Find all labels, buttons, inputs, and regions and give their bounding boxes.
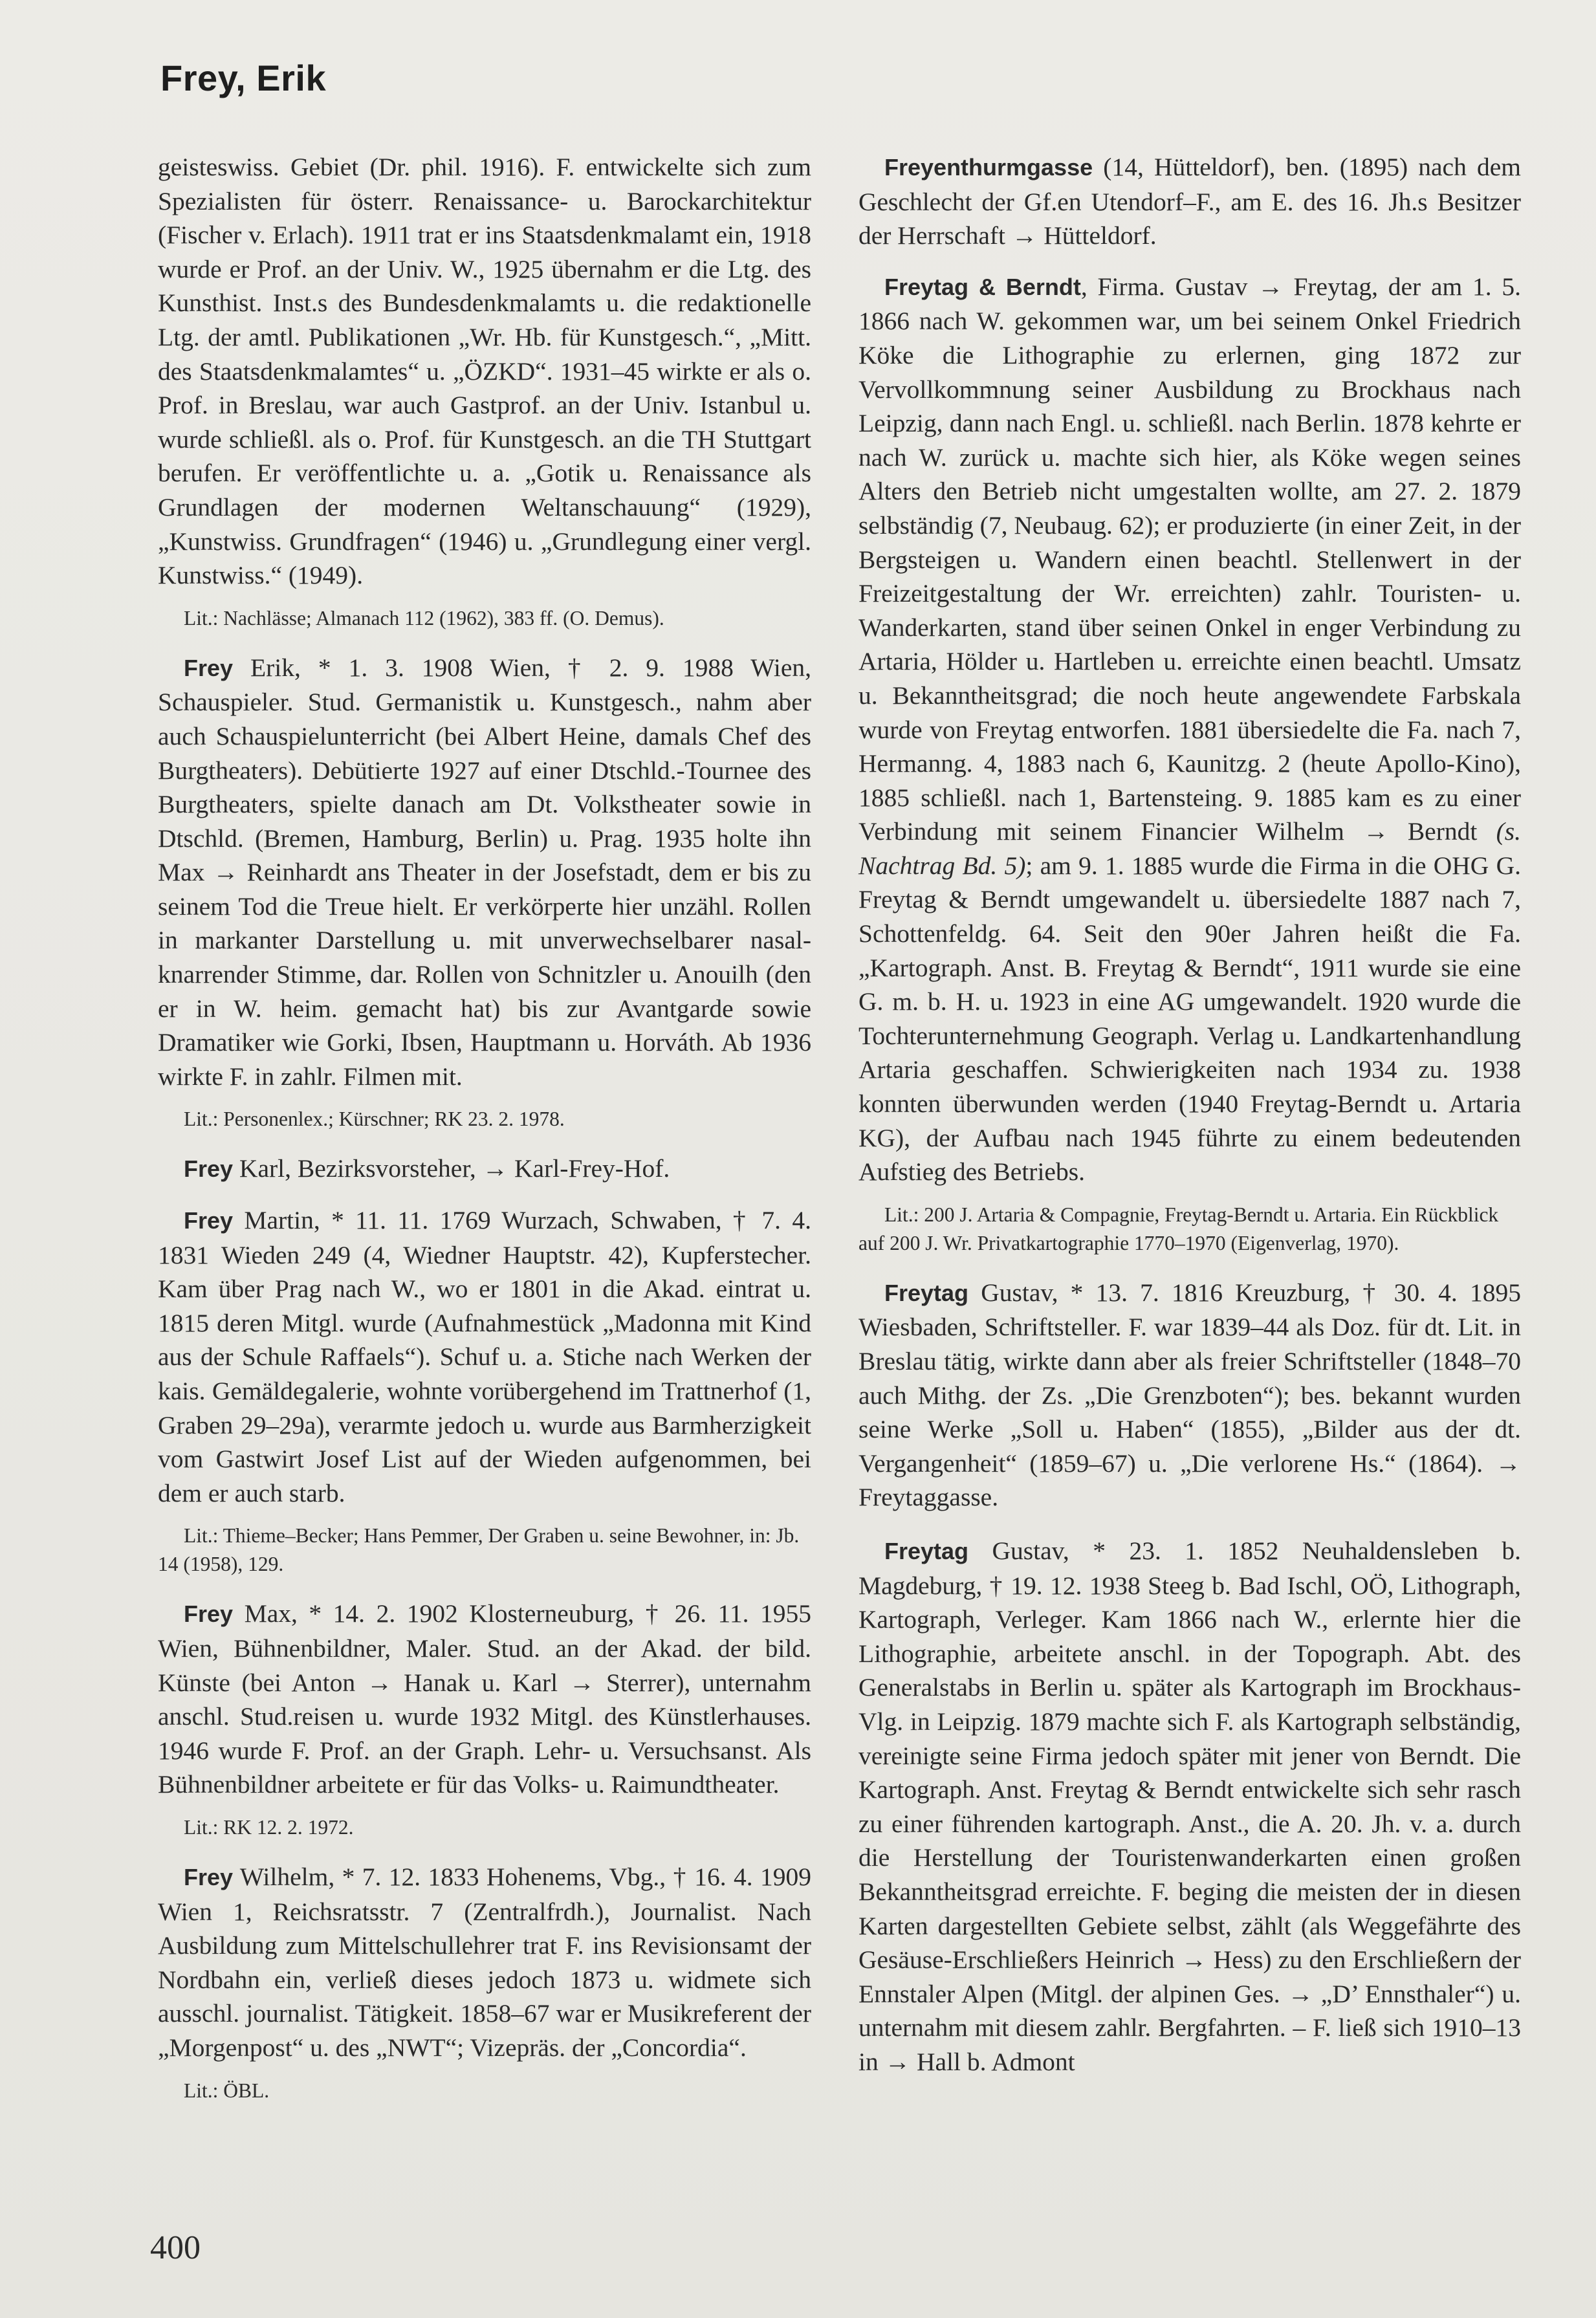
lemma: Frey [184, 1207, 234, 1234]
literature-note: Lit.: Personenlex.; Kürschner; RK 23. 2. 1978. [184, 1108, 565, 1131]
entry-text: Karl, Bezirksvorsteher, → Karl-Frey-Hof. [233, 1154, 670, 1183]
running-head: Frey, Erik [160, 58, 327, 98]
right-column [858, 150, 1521, 2090]
entry-text: Martin, * 11. 11. 1769 Wurzach, Schwaben, † 7. 4. 1831 Wieden 249 (4, Wiedner Hauptstr. 42), Kupferstecher. Kam über Prag nach W., wo er 1801 in die Akad. eintrat u. 1815 deren Mitgl. wurde (Aufnahmestück „Madonna mit Kind aus der Schule Raffaels“). Schuf u. a. Stiche nach Werken der kais. Gemäldegalerie, wohnte vorübergehend im Trattnerhof (1, Graben 29–29a), verarmte jedoch u. wurde aus Barmherzigkeit vom Gastwirt Josef List auf der Wieden aufgenommen, bei dem er auch starb. [158, 1206, 811, 1507]
entry-continuation [158, 150, 811, 593]
lemma: Freytag [884, 1279, 969, 1306]
entry-text: , Firma. Gustav → Freytag, der am 1. 5. 1866 nach W. gekommen war, um bei seinem Onkel Friedrich Köke die Lithographie zu erlernen, ging 1872 zur Vervollkommnung seiner Ausbildung zu Brockhaus nach Leipzig, dann nach Engl. u. schließl. nach Berlin. 1878 kehrte er nach W. zurück u. machte sich hier, als Köke wegen seines Alters den Betrieb nicht umgestalten wollte, am 27. 2. 1879 selbständig (7, Neubaug. 62); er produzierte (in einer Zeit, in der Bergsteigen u. Wandern einen beachtl. Stellenwert in der Freizeitgestaltung der Wr. erreichten) zahlr. Touristen- u. Wanderkarten, stand über seinen Onkel in enger Verbindung zu Artaria, Hölder u. Hartleben u. erreichte einen beachtl. Umsatz u. Bekanntheitsgrad; die noch heute angewendete Farbskala wurde von Freytag entworfen. 1881 übersiedelte die Fa. nach 7, Hermanng. 4, 1883 nach 6, Kaunitzg. 2 (heute Apollo-Kino), 1885 schließl. nach 1, Bartensteing. 9. 1885 kam es zu einer Verbindung mit seinem Financier Wilhelm → Berndt [858, 272, 1522, 846]
entry-frey-erik [158, 651, 811, 1094]
literature-note: Lit.: 200 J. Artaria & Compagnie, Freytag-Berndt u. Artaria. Ein Rückblick auf 200 J. Wr. Privatkartographie 1770–1970 (Eigenverlag, 1970). [858, 1203, 1499, 1254]
entry-frey-wilhelm [158, 1860, 811, 2065]
cross-reference: (s. Nachtrag Bd. 5) [858, 817, 1521, 880]
entry-text: Wilhelm, * 7. 12. 1833 Hohenems, Vbg., † 16. 4. 1909 Wien 1, Reichsratsstr. 7 (Zentralfrdh.), Journalist. Nach Ausbildung zum Mittelschullehrer trat F. ins Revisionsamt der Nordbahn ein, verließ dieses jedoch 1873 u. widmete sich ausschl. journalist. Tätigkeit. 1858–67 war er Musikreferent der „Morgenpost“ u. des „NWT“; Vizepräs. der „Concordia“. [158, 1862, 811, 2062]
entry-text: Gustav, * 23. 1. 1852 Neuhaldensleben b. Magdeburg, † 19. 12. 1938 Steeg b. Bad Ischl, OÖ, Lithograph, Kartograph, Verleger. Kam 1866 nach W., erlernte hier die Lithographie, arbeitete anschl. in der Topograph. Abt. des Generalstabs in Berlin u. später als Kartograph im Brockhaus-Vlg. in Leipzig. 1879 machte sich F. als Kartograph selbständig, vereinigte seine Firma jedoch später mit jener von Berndt. Die Kartograph. Anst. Freytag & Berndt entwickelte sich sehr rasch zu einer führenden kartograph. Anst., die A. 20. Jh. v. a. durch die Herstellung der Touristenwanderkarten einen großen Bekanntheitsgrad erreichte. F. beging die meisten der in diesen Karten dargestellten Gebiete selbst, zählt (als Weggefährte des Gesäuse-Erschließers Heinrich → Hess) zu den Erschließern der Ennstaler Alpen (Mitgl. der alpinen Ges. → „D’ Ennsthaler“) u. unternahm mit diesem zahlr. Bergfahrten. – F. ließ sich 1910–13 in → Hall b. Admont [858, 1536, 1521, 2076]
entry-text: (14, Hütteldorf), ben. (1895) nach dem Geschlecht der Gf.en Utendorf–F., am E. des 16. Jh.s Besitzer der Herrschaft → Hütteldorf. [858, 153, 1521, 250]
lemma: Frey [184, 1155, 234, 1183]
lemma: Frey [184, 1863, 234, 1890]
page-number: 400 [150, 2229, 201, 2266]
left-column [158, 150, 811, 2123]
literature-note: Lit.: ÖBL. [184, 2079, 270, 2102]
lemma: Freyenthurmgasse [884, 154, 1093, 180]
lemma: Frey [184, 654, 234, 681]
entry-freytag-gustav-1816 [858, 1276, 1521, 1514]
entry-text: Gustav, * 13. 7. 1816 Kreuzburg, † 30. 4. 1895 Wiesbaden, Schriftsteller. F. war 1839–44 als Doz. für dt. Lit. in Breslau tätig, wirkte dann aber als freier Schriftsteller (1848–70 auch Mithg. der Zs. „Die Grenzboten“); bes. bekannt wurden seine Werke „Soll u. Haben“ (1855), „Bilder aus der dt. Vergangenheit“ (1859–67) u. „Die verlorene Hs.“ (1864). → Freytaggasse. [858, 1278, 1521, 1512]
literature-note: Lit.: Thieme–Becker; Hans Pemmer, Der Graben u. seine Bewohner, in: Jb. 14 (1958), 129. [158, 1524, 800, 1576]
literature-note: Lit.: Nachlässe; Almanach 112 (1962), 383 ff. (O. Demus). [184, 606, 664, 629]
entry-freytag-gustav-1852 [858, 1534, 1521, 2079]
entry-freytag-berndt [858, 270, 1521, 1189]
lemma: Frey [184, 1601, 234, 1628]
entry-text: Erik, * 1. 3. 1908 Wien, † 2. 9. 1988 Wien, Schauspieler. Stud. Germanistik u. Kunstgesch., nahm aber auch Schauspielunterricht (bei Albert Heine, damals Chef des Burgtheaters). Debütierte 1927 auf einer Dtschld.-Tournee des Burgtheaters, spielte danach am Dt. Volkstheater sowie in Dtschld. (Bremen, Hamburg, Berlin) u. Prag. 1935 holte ihn Max → Reinhardt ans Theater in der Josefstadt, dem er bis zu seinem Tod die Treue hielt. Er verkörperte hier unzähl. Rollen in markanter Darstellung u. mit unverwechselbarer nasal-knarrender Stimme, dar. Rollen von Schnitzler u. Anouilh (den er in W. heim. gemacht hat) bis zur Avantgarde sowie Dramatiker wie Gorki, Ibsen, Hauptmann u. Horváth. Ab 1936 wirkte F. in zahlr. Filmen mit. [158, 653, 811, 1091]
lemma: Freytag [884, 1537, 969, 1564]
lemma: Freytag & Berndt [884, 273, 1081, 300]
entry-text: geisteswiss. Gebiet (Dr. phil. 1916). F. entwickelte sich zum Spezialisten für österr. Renaissance- u. Barockarchitektur (Fischer v. Erlach). 1911 trat er ins Staatsdenkmalamt ein, 1918 wurde er Prof. an der Univ. W., 1925 übernahm er die Ltg. des Kunsthist. Inst.s des Bundesdenkmalamts u. die redaktionelle Ltg. der amtl. Publikationen „Wr. Hb. für Kunstgesch.“, „Mitt. des Staatsdenkmalamtes“ u. „ÖZKD“. 1931–45 wirkte er als o. Prof. in Breslau, war auch Gastprof. an der Univ. Istanbul u. wurde schließl. als o. Prof. für Kunstgesch. an die TH Stuttgart berufen. Er veröffentlichte u. a. „Gotik u. Renaissance als Grundlagen der modernen Weltanschauung“ (1929), „Kunstwiss. Grundfragen“ (1946) u. „Grundlegung einer vergl. Kunstwiss.“ (1949). [158, 153, 811, 590]
entry-frey-martin [158, 1203, 811, 1510]
entry-freyenthurmgasse [858, 150, 1521, 253]
entry-frey-max [158, 1597, 811, 1802]
entry-text: ; am 9. 1. 1885 wurde die Firma in die OHG G. Freytag & Berndt umgewandelt u. übersiedelte 1887 nach 7, Schottenfeldg. 64. Seit den 90er Jahren heißt die Fa. „Kartograph. Anst. B. Freytag & Berndt“, 1911 wurde sie eine G. m. b. H. u. 1923 in eine AG umgewandelt. 1920 wurde die Tochterunternehmung Geograph. Verlag u. Landkartenhandlung Artaria geschaffen. Schwierigkeiten nach 1934 zu. 1938 konnten überwunden werden (1940 Freytag-Berndt u. Artaria KG), der Aufbau nach 1945 führte zu einem bedeutenden Aufstieg des Betriebs. [858, 851, 1521, 1186]
literature-note: Lit.: RK 12. 2. 1972. [184, 1815, 354, 1839]
entry-text: Max, * 14. 2. 1902 Klosterneuburg, † 26. 11. 1955 Wien, Bühnenbildner, Maler. Stud. an der Akad. der bild. Künste (bei Anton → Hanak u. Karl → Sterrer), unternahm anschl. Stud.reisen u. wurde 1932 Mitgl. des Künstlerhauses. 1946 wurde F. Prof. an der Graph. Lehr- u. Versuchsanst. Als Bühnenbildner arbeitete er für das Volks- u. Raimundtheater. [158, 1599, 811, 1799]
entry-frey-karl [158, 1152, 811, 1186]
